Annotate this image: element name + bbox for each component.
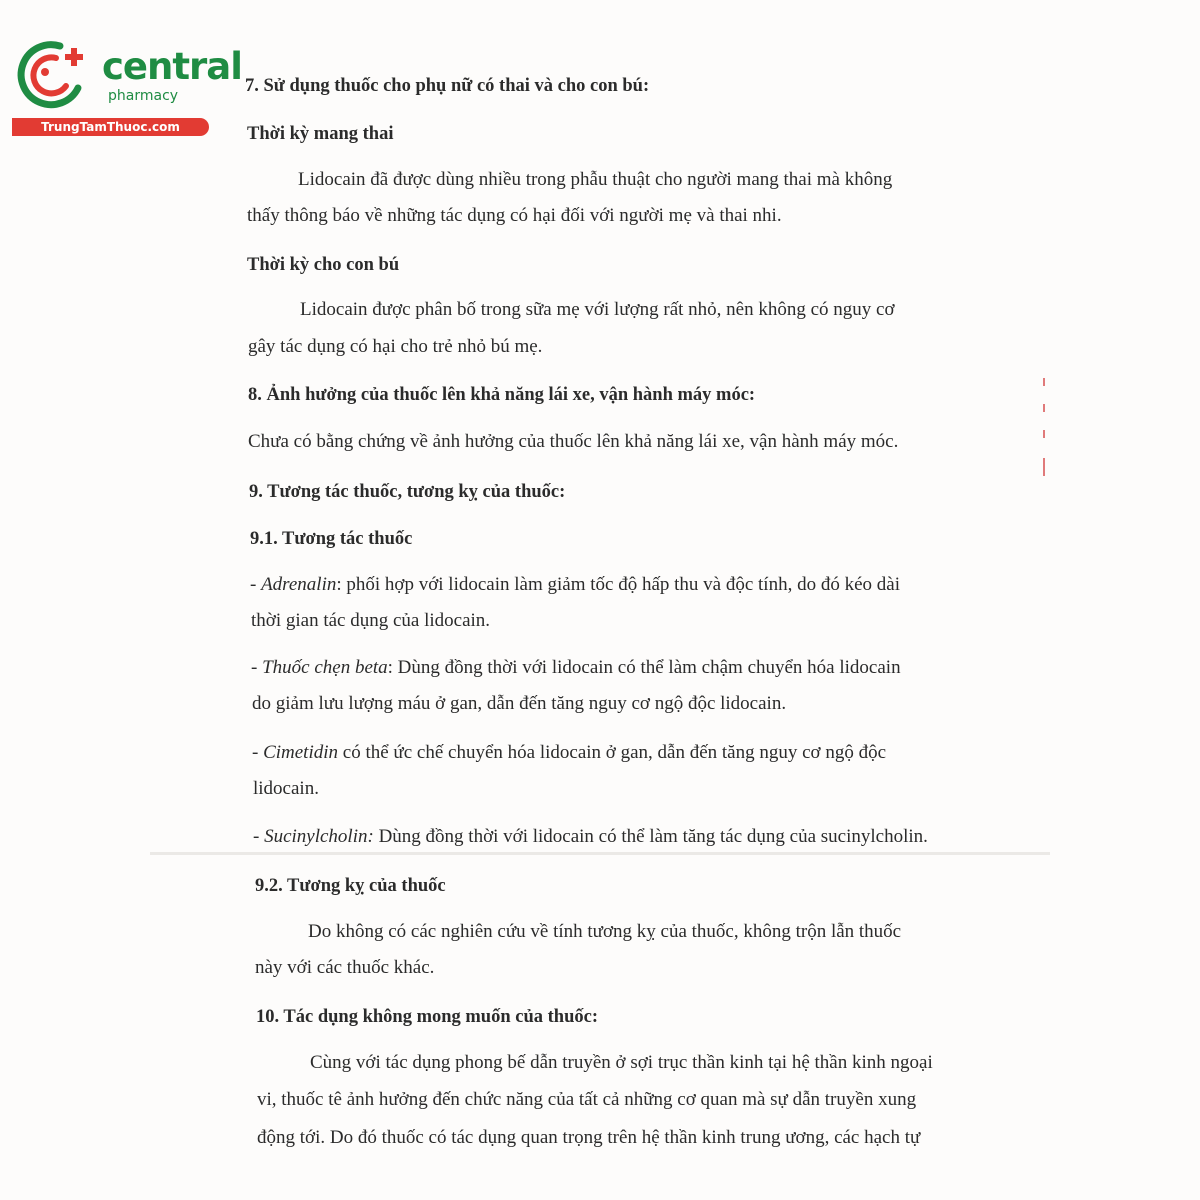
subheading-breastfeeding: Thời kỳ cho con bú [247, 255, 400, 275]
paragraph-line: Cùng với tác dụng phong bế dẫn truyền ở sợi trục thần kinh tại hệ thần kinh ngoại [310, 1052, 933, 1073]
paragraph-line: do giảm lưu lượng máu ở gan, dẫn đến tăng nguy cơ ngộ độc lidocain. [252, 693, 787, 714]
interaction-beta-blocker: - Thuốc chẹn beta: Dùng đồng thời với lidocain có thể làm chậm chuyển hóa lidocain [251, 657, 901, 678]
drug-name: Sucinylcholin: [264, 826, 374, 847]
paragraph-text: Dùng đồng thời với lidocain có thể làm tăng tác dụng của sucinylcholin. [373, 826, 928, 847]
interaction-cimetidin: - Cimetidin có thể ức chế chuyển hóa lidocain ở gan, dẫn đến tăng nguy cơ ngộ độc [252, 742, 886, 763]
paragraph-line: vi, thuốc tê ảnh hưởng đến chức năng của tất cả những cơ quan mà sự dẫn truyền xung [257, 1089, 917, 1110]
logo-url-banner: TrungTamThuoc.com [12, 118, 209, 136]
paragraph-line: gây tác dụng có hại cho trẻ nhỏ bú mẹ. [248, 336, 543, 357]
heading-section-10: 10. Tác dụng không mong muốn của thuốc: [256, 1007, 598, 1027]
paragraph-text: : phối hợp với lidocain làm giảm tốc độ hấp thu và độc tính, do đó kéo dài [336, 574, 900, 595]
drug-name: Cimetidin [263, 742, 339, 763]
paragraph-line: Lidocain đã được dùng nhiều trong phẫu thuật cho người mang thai mà không [298, 169, 893, 190]
interaction-adrenalin: - Adrenalin: phối hợp với lidocain làm giảm tốc độ hấp thu và độc tính, do đó kéo dài [250, 574, 900, 595]
subheading-pregnancy: Thời kỳ mang thai [247, 124, 394, 144]
interaction-sucinylcholin: - Sucinylcholin: Dùng đồng thời với lidocain có thể làm tăng tác dụng của sucinylcholin. [253, 826, 928, 847]
paragraph-line: Do không có các nghiên cứu về tính tương kỵ của thuốc, không trộn lẫn thuốc [308, 921, 902, 942]
drug-name: Thuốc chẹn beta [262, 657, 388, 678]
paragraph-line: Lidocain được phân bố trong sữa mẹ với lượng rất nhỏ, nên không có nguy cơ [300, 299, 895, 320]
paragraph-line: này với các thuốc khác. [255, 957, 435, 978]
logo-subtitle: pharmacy [108, 88, 179, 104]
paragraph-line: động tới. Do đó thuốc có tác dụng quan trọng trên hệ thần kinh trung ương, các hạch tự [257, 1127, 921, 1148]
paragraph-line: Chưa có bằng chứng về ảnh hưởng của thuốc lên khả năng lái xe, vận hành máy móc. [248, 431, 899, 452]
paragraph-text: : Dùng đồng thời với lidocain có thể làm chậm chuyển hóa lidocain [387, 657, 901, 678]
paragraph-text: có thể ức chế chuyển hóa lidocain ở gan, dẫn đến tăng nguy cơ ngộ độc [338, 742, 886, 763]
heading-section-9-1: 9.1. Tương tác thuốc [250, 529, 413, 549]
heading-section-8: 8. Ảnh hưởng của thuốc lên khả năng lái xe, vận hành máy móc: [248, 385, 756, 405]
paragraph-line: lidocain. [253, 778, 319, 799]
logo-wordmark: central [102, 45, 242, 88]
heading-section-9-2: 9.2. Tương kỵ của thuốc [255, 876, 446, 896]
heading-section-9: 9. Tương tác thuốc, tương kỵ của thuốc: [249, 482, 566, 502]
paragraph-line: thấy thông báo về những tác dụng có hại đối với người mẹ và thai nhi. [247, 205, 782, 226]
paragraph-line: thời gian tác dụng của lidocain. [251, 610, 491, 631]
heading-section-7: 7. Sử dụng thuốc cho phụ nữ có thai và cho con bú: [245, 76, 650, 96]
drug-name: Adrenalin [261, 574, 337, 595]
